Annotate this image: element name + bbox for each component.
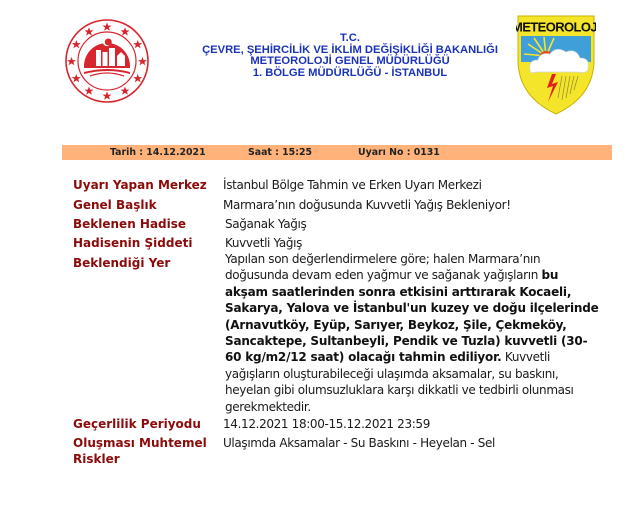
header-line-directorate: METEOROLOJİ GENEL MÜDÜRLÜĞÜ [250,55,450,68]
label-general-title: Genel Başlık [73,198,157,212]
value-expected-event: Sağanak Yağış [225,217,307,231]
svg-text:METEOROLOJİ: METEOROLOJİ [516,19,596,35]
place-line-3 [225,284,610,300]
header-title-block [180,33,520,79]
place-line-10: gerekmektedir. [225,399,311,414]
place-line-2 [225,267,610,283]
value-expected-place [225,251,610,415]
label-issuing-center: Uyarı Yapan Merkez [73,178,207,192]
value-event-severity: Kuvvetli Yağış [225,236,302,250]
value-validity-period: 14.12.2021 18:00-15.12.2021 23:59 [223,417,430,431]
place-line-3-bold: akşam saatlerinden sonra etkisini arttırarak Kocaeli, [225,284,572,299]
place-line-4-bold: Sakarya, Yalova ve İstanbul'un kuzey ve doğu ilçelerinde [225,301,599,316]
warning-date: Tarih : 14.12.2021 [110,147,206,158]
ministry-seal-logo [64,18,150,104]
place-line-7-bold: 60 kg/m2/12 saat) olacağı tahmin ediliyor. [225,350,502,365]
ministry-seal-icon [64,18,150,104]
header-line-tc: T.C. [340,32,360,44]
meteoroloji-logo [516,14,596,116]
label-expected-event: Beklenen Hadise [73,217,187,231]
header-line-regional: 1. BÖLGE MÜDÜRLÜĞÜ - İSTANBUL [252,66,448,79]
label-possible-risks-line1: Oluşması Muhtemel [73,436,207,450]
place-line-7 [225,349,610,365]
place-line-2-normal: doğusunda devam eden yağmur ve sağanak yağışların [225,268,542,283]
warning-info-bar [62,145,612,160]
place-line-2-bold: bu [541,268,559,283]
warning-time: Saat : 15:25 [248,147,313,158]
header-line-ministry: ÇEVRE, ŞEHİRCİLİK VE İKLİM DEĞİŞİKLİĞİ BAKANLIĞI [202,43,498,56]
value-issuing-center: İstanbul Bölge Tahmin ve Erken Uyarı Merkezi [223,178,482,192]
place-line-9: heyelan gibi olumsuzluklara karşı dikkatli ve tedbirli olunması [225,383,574,398]
place-line-6 [225,333,610,349]
place-line-5 [225,317,610,333]
value-possible-risks: Ulaşımda Aksamalar - Su Baskını - Heyelan - Sel [223,436,496,450]
place-line-7-normal: Kuvvetli [501,350,550,365]
place-line-4 [225,300,610,316]
label-event-severity: Hadisenin Şiddeti [73,236,193,250]
label-validity-period: Geçerlilik Periyodu [73,417,201,431]
meteoroloji-shield-icon [516,14,596,116]
place-line-5-bold: (Arnavutköy, Eyüp, Sarıyer, Beykoz, Şile, Çekmeköy, [225,317,567,332]
place-line-6-bold: Sancaktepe, Sultanbeyli, Pendik ve Tuzla) kuvvetli (30- [225,334,588,349]
warning-number: Uyarı No : 0131 [358,147,440,158]
value-general-title: Marmara’nın doğusunda Kuvvetli Yağış Bekleniyor! [223,198,511,212]
place-line-1: Yapılan son değerlendirmelere göre; halen Marmara’nın [225,252,541,266]
label-possible-risks-line2: Riskler [73,452,120,466]
place-line-8: yağışların oluşturabileceği ulaşımda aksamalar, su baskını, [225,366,559,381]
label-expected-place: Beklendiği Yer [73,256,171,270]
